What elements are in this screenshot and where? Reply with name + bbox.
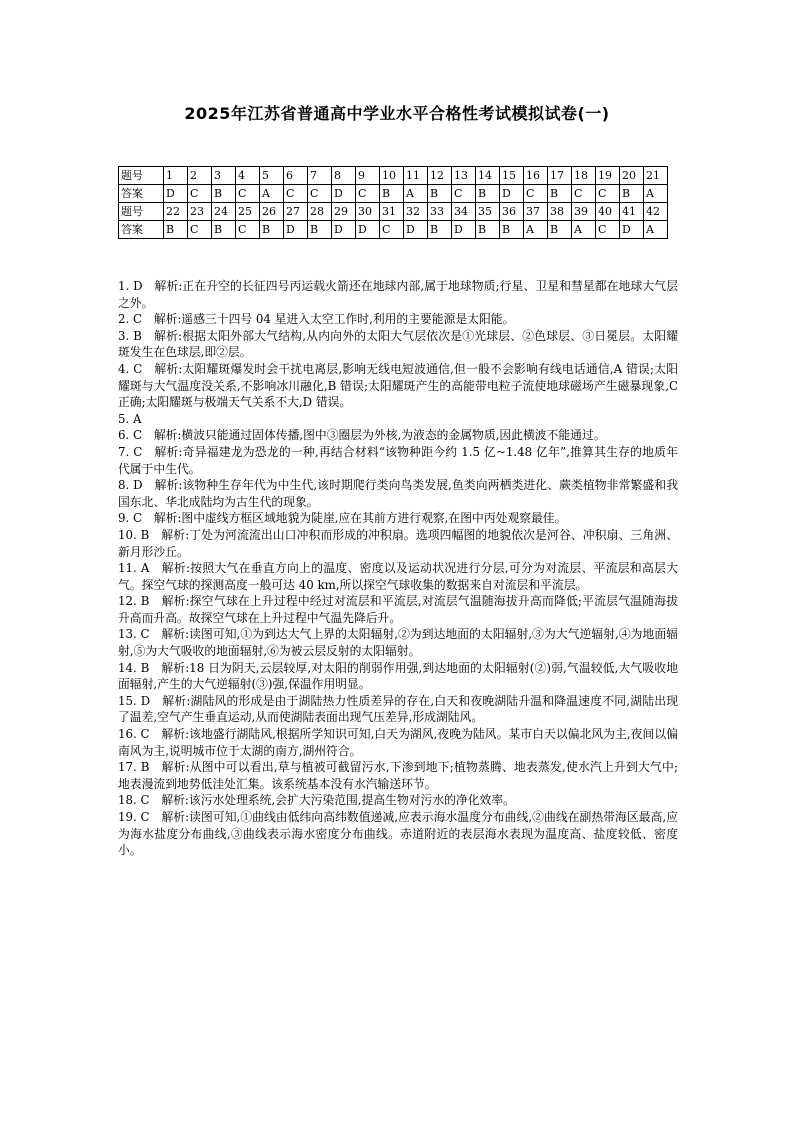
answer-table-cell: 30 <box>356 203 380 221</box>
answer-table-cell: 12 <box>428 167 452 185</box>
answer-table-row <box>119 185 668 203</box>
answer-table-cell: B <box>212 185 236 203</box>
answer-table-cell: 25 <box>236 203 260 221</box>
answer-table-cell: B <box>476 185 500 203</box>
answer-table-cell: C <box>452 185 476 203</box>
answer-table <box>118 166 668 239</box>
answer-table-cell: B <box>212 221 236 239</box>
answer-table-cell: 4 <box>236 167 260 185</box>
answer-table-cell: C <box>236 221 260 239</box>
analysis-item: 2. C 解析:遥感三十四号 04 星进入太空工作时,利用的主要能源是太阳能。 <box>118 312 515 327</box>
answer-table-cell: 23 <box>188 203 212 221</box>
answer-table-cell: B <box>260 221 284 239</box>
answer-table-cell: 28 <box>308 203 332 221</box>
answer-table-cell: C <box>596 185 620 203</box>
answer-table-cell: C <box>572 185 596 203</box>
answer-table-cell: 39 <box>572 203 596 221</box>
page-title: 2025年江苏省普通高中学业水平合格性考试模拟试卷(一) <box>184 104 610 123</box>
row-label: 题号 <box>119 203 164 221</box>
analysis-item: 14. B 解析:18 日为阴天,云层较厚,对太阳的削弱作用强,到达地面的太阳辐射(②)弱,气温较低,大气吸收地面辐射,产生的大气逆辐射(③)强,保温作用明显。 <box>118 660 678 692</box>
answer-table-cell: A <box>572 221 596 239</box>
row-label: 答案 <box>119 185 164 203</box>
analysis-item: 3. B 解析:根据太阳外部大气结构,从内向外的太阳大气层依次是①光球层、②色球层、③日冕层。太阳耀斑发生在色球层,即②层。 <box>118 328 678 360</box>
answer-table-cell: 8 <box>332 167 356 185</box>
answer-table-cell: 31 <box>380 203 404 221</box>
answer-table-cell: 9 <box>356 167 380 185</box>
answer-table-cell: A <box>404 185 428 203</box>
answer-table-cell: A <box>644 185 668 203</box>
answer-table-cell: 37 <box>524 203 548 221</box>
answer-table-row <box>119 167 668 185</box>
analysis-item: 16. C 解析:该地盛行湖陆风,根据所学知识可知,白天为湖风,夜晚为陆风。某市白天以偏北风为主,夜间以偏南风为主,说明城市位于太湖的南方,湖州符合。 <box>118 727 678 758</box>
analysis-item: 19. C 解析:读图可知,①曲线由低纬向高纬数值递减,应表示海水温度分布曲线,②曲线在副热带海区最高,应为海水盐度分布曲线,③曲线表示海水密度分布曲线。赤道附近的表层海水表现为温度高、盐度较低、密度小。 <box>118 810 678 858</box>
answer-table-cell: 18 <box>572 167 596 185</box>
answer-table-cell: C <box>284 185 308 203</box>
answer-table-cell: C <box>356 185 380 203</box>
answer-table-cell: B <box>620 185 644 203</box>
answer-table-cell: 15 <box>500 167 524 185</box>
answer-table-cell: C <box>188 221 212 239</box>
answer-table-cell: B <box>164 221 188 239</box>
answer-table-cell: 41 <box>620 203 644 221</box>
answer-table-cell: 26 <box>260 203 284 221</box>
answer-table-cell: D <box>332 221 356 239</box>
answer-table-cell: D <box>452 221 476 239</box>
answer-table-cell: B <box>476 221 500 239</box>
answer-table-cell: 16 <box>524 167 548 185</box>
analysis-item: 15. D 解析:湖陆风的形成是由于湖陆热力性质差异的存在,白天和夜晚湖陆升温和降温速度不同,湖陆出现了温差,空气产生垂直运动,从而使湖陆表面出现气压差异,形成湖陆风。 <box>118 693 678 725</box>
answer-table-cell: 14 <box>476 167 500 185</box>
answer-table-cell: D <box>284 221 308 239</box>
answer-table-cell: A <box>524 221 548 239</box>
answer-table-cell: 34 <box>452 203 476 221</box>
answer-table-cell: D <box>356 221 380 239</box>
analysis-item: 10. B 解析:丁处为河流流出山口冲积而形成的冲积扇。选项四幅图的地貌依次是河谷、冲积扇、三角洲、新月形沙丘。 <box>118 527 678 559</box>
analysis-item: 12. B 解析:探空气球在上升过程中经过对流层和平流层,对流层气温随海拔升高而降低;平流层气温随海拔升高而升高。故探空气球在上升过程中气温先降后升。 <box>118 594 678 625</box>
answer-table-cell: 42 <box>644 203 668 221</box>
analysis-item: 1. D 解析:正在升空的长征四号丙运载火箭还在地球内部,属于地球物质;行星、卫星和彗星都在地球大气层之外。 <box>118 279 678 310</box>
answer-table-cell: D <box>332 185 356 203</box>
answer-table-cell: 40 <box>596 203 620 221</box>
analysis-item: 5. A <box>118 411 142 426</box>
answer-table-cell: B <box>548 185 572 203</box>
answer-table-cell: 22 <box>164 203 188 221</box>
analysis-item: 17. B 解析:从图中可以看出,草与植被可截留污水,下渗到地下;植物蒸腾、地表蒸发,使水汽上升到大气中;地表漫流到地势低洼处汇集。该系统基本没有水汽输送环节。 <box>118 760 678 791</box>
answer-table-cell: 20 <box>620 167 644 185</box>
answer-table-cell: D <box>404 221 428 239</box>
answer-table-cell: 35 <box>476 203 500 221</box>
answer-table-cell: B <box>500 221 524 239</box>
analysis-item: 18. C 解析:该污水处理系统,会扩大污染范围,提高生物对污水的净化效率。 <box>118 793 515 808</box>
answer-table-cell: 17 <box>548 167 572 185</box>
answer-table-row <box>119 221 668 239</box>
answer-table-cell: 11 <box>404 167 428 185</box>
answer-table-cell: 21 <box>644 167 668 185</box>
answer-table-cell: A <box>644 221 668 239</box>
answer-table-cell: 2 <box>188 167 212 185</box>
answer-table-cell: 13 <box>452 167 476 185</box>
answer-table-cell: C <box>308 185 332 203</box>
row-label: 答案 <box>119 221 164 239</box>
answer-table-cell: D <box>164 185 188 203</box>
answer-table-cell: B <box>428 221 452 239</box>
analysis-item: 7. C 解析:奇异福建龙为恐龙的一种,再结合材料“该物种距今约 1.5 亿~1.48 亿年”,推算其生存的地质年代属于中生代。 <box>118 444 678 476</box>
answer-table-cell: 1 <box>164 167 188 185</box>
analysis-item: 11. A 解析:按照大气在垂直方向上的温度、密度以及运动状况进行分层,可分为对流层、平流层和高层大气。探空气球的探测高度一般可达 40 km,所以探空气球收集的数据来自对流层和平流层。 <box>118 561 678 592</box>
answer-table-cell: C <box>596 221 620 239</box>
answer-table-cell: 24 <box>212 203 236 221</box>
answer-table-cell: D <box>620 221 644 239</box>
answer-table-cell: 3 <box>212 167 236 185</box>
analysis-item: 13. C 解析:读图可知,①为到达大气上界的太阳辐射,②为到达地面的太阳辐射,③为大气逆辐射,④为地面辐射,⑤为大气吸收的地面辐射,⑥为被云层反射的太阳辐射。 <box>118 627 678 659</box>
analysis-section <box>118 278 678 859</box>
answer-table-cell: 10 <box>380 167 404 185</box>
answer-table-cell: 27 <box>284 203 308 221</box>
answer-table-cell: 36 <box>500 203 524 221</box>
answer-table-cell: 6 <box>284 167 308 185</box>
analysis-item: 4. C 解析:太阳耀斑爆发时会干扰电离层,影响无线电短波通信,但一般不会影响有线电话通信,A 错误;太阳耀斑与大气温度没关系,不影响冰川融化,B 错误;太阳耀斑产生的高能带电粒子流使地球磁场产生磁暴现象,C 正确;太阳耀斑与极端天气关系不大,D 错误。 <box>118 361 678 410</box>
answer-table-cell: 29 <box>332 203 356 221</box>
answer-table-cell: B <box>380 185 404 203</box>
answer-table-cell: C <box>380 221 404 239</box>
answer-table-cell: D <box>500 185 524 203</box>
answer-table-cell: B <box>308 221 332 239</box>
answer-table-cell: 38 <box>548 203 572 221</box>
answer-table-cell: B <box>548 221 572 239</box>
answer-table-cell: C <box>236 185 260 203</box>
row-label: 题号 <box>119 167 164 185</box>
answer-table-cell: C <box>188 185 212 203</box>
answer-table-cell: 33 <box>428 203 452 221</box>
answer-table-row <box>119 203 668 221</box>
answer-table-cell: 7 <box>308 167 332 185</box>
analysis-item: 6. C 解析:横波只能通过固体传播,图中③圈层为外核,为液态的金属物质,因此横波不能通过。 <box>118 428 606 443</box>
answer-table-cell: A <box>260 185 284 203</box>
analysis-item: 9. C 解析:图中虚线方框区域地貌为陡崖,应在其前方进行观察,在图中丙处观察最佳。 <box>118 511 567 526</box>
answer-table-cell: C <box>524 185 548 203</box>
answer-table-cell: 19 <box>596 167 620 185</box>
analysis-item: 8. D 解析:该物种生存年代为中生代,该时期爬行类向鸟类发展,鱼类向两栖类进化、蕨类植物非常繁盛和我国东北、华北成陆均为古生代的现象。 <box>118 478 678 509</box>
answer-table-cell: B <box>428 185 452 203</box>
answer-table-cell: 5 <box>260 167 284 185</box>
answer-table-cell: 32 <box>404 203 428 221</box>
